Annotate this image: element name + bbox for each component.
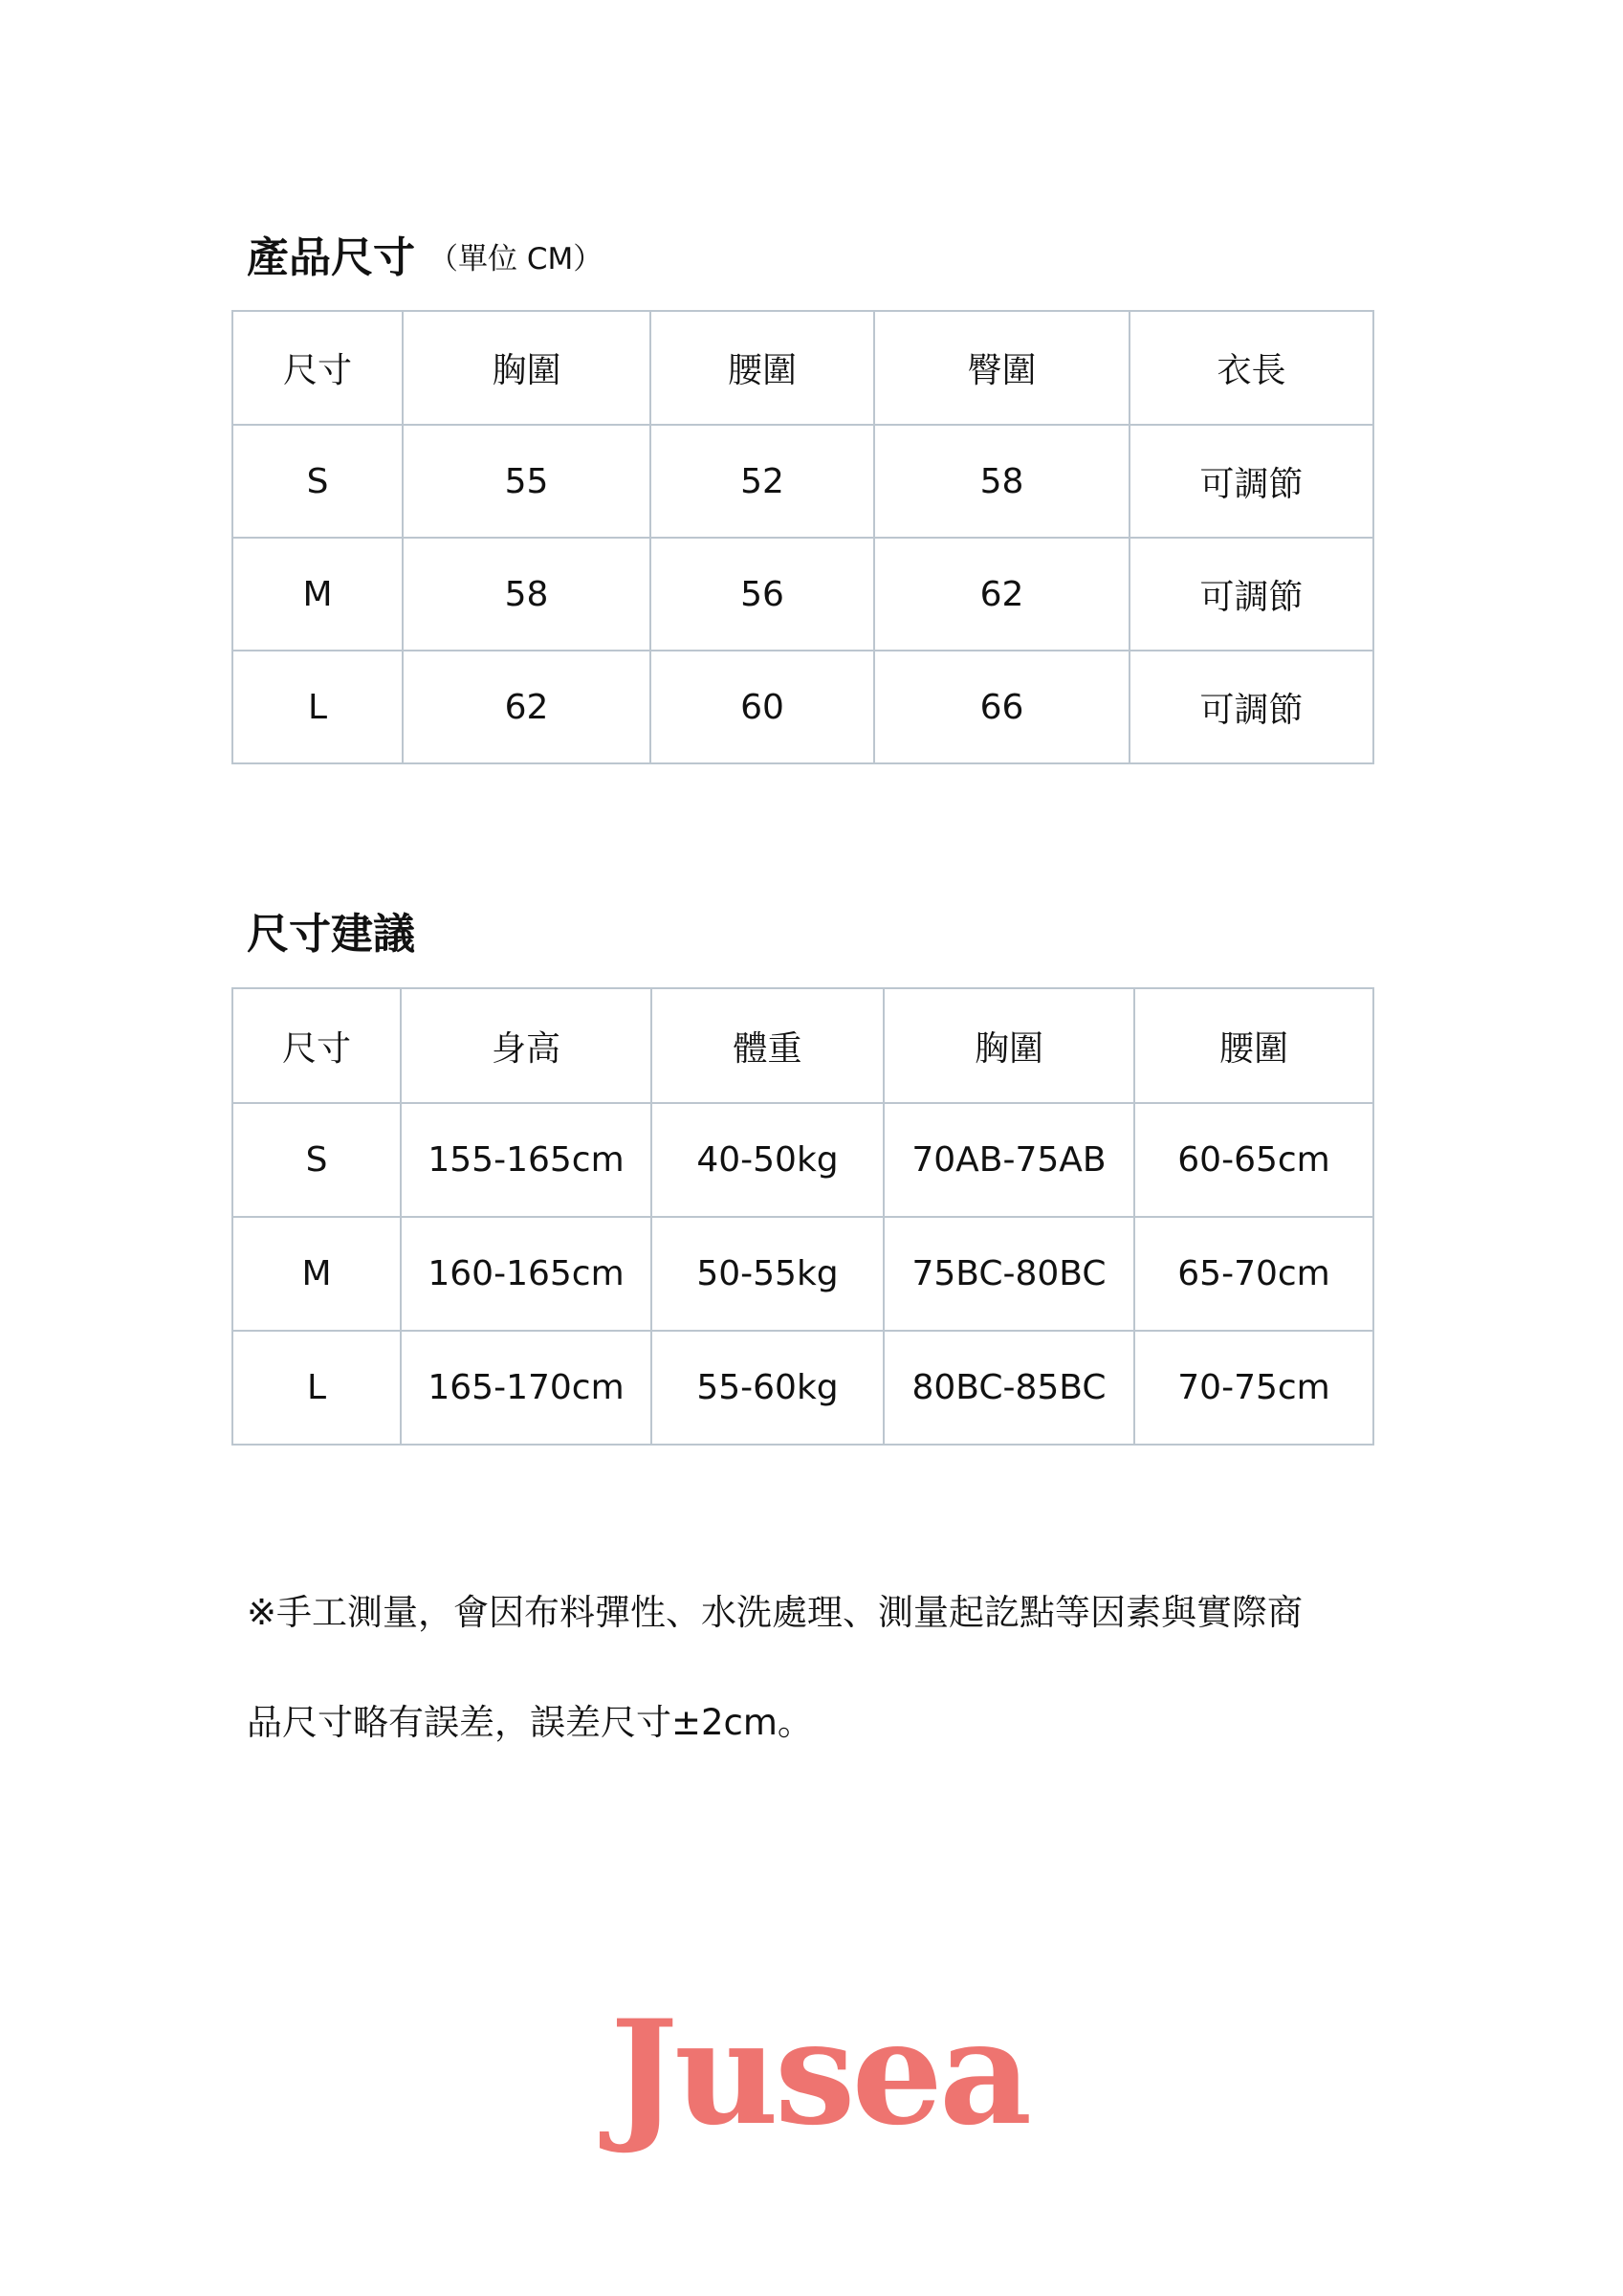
product-size-table (231, 310, 1374, 764)
table-cell: M (232, 538, 403, 651)
table-cell: 165-170cm (401, 1331, 651, 1445)
table-cell: 80BC-85BC (884, 1331, 1134, 1445)
size-advice-table (231, 987, 1374, 1446)
header-cell: 尺寸 (232, 988, 401, 1103)
table-cell: 60 (650, 651, 874, 763)
product-size-title (247, 233, 603, 282)
table-cell: 55-60kg (651, 1331, 884, 1445)
table-cell: 75BC-80BC (884, 1217, 1134, 1331)
table-cell: 70AB-75AB (884, 1103, 1134, 1217)
table-row (232, 651, 1373, 763)
table-cell: 62 (874, 538, 1130, 651)
table-cell: L (232, 1331, 401, 1445)
table-cell: 70-75cm (1134, 1331, 1373, 1445)
table-cell: 55 (403, 425, 650, 538)
header-cell: 尺寸 (232, 311, 403, 425)
table-cell: 58 (874, 425, 1130, 538)
table-cell: 56 (650, 538, 874, 651)
table-cell: 52 (650, 425, 874, 538)
header-cell: 衣長 (1130, 311, 1373, 425)
table-cell: 40-50kg (651, 1103, 884, 1217)
size-advice-heading: 尺寸建議 (247, 910, 415, 959)
table-cell: S (232, 1103, 401, 1217)
header-cell: 臀圍 (874, 311, 1130, 425)
header-cell: 體重 (651, 988, 884, 1103)
table-cell: L (232, 651, 403, 763)
unit-label: （單位 CM） (428, 242, 603, 276)
table-cell: 60-65cm (1134, 1103, 1373, 1217)
table-cell: 可調節 (1130, 538, 1373, 651)
note-line-1: ※手工測量，會因布料彈性、水洗處理、測量起訖點等因素與實際商 (247, 1592, 1304, 1633)
table-cell: 66 (874, 651, 1130, 763)
table-cell: 65-70cm (1134, 1217, 1373, 1331)
table-header-row (232, 311, 1373, 425)
table-row (232, 425, 1373, 538)
table-cell: 58 (403, 538, 650, 651)
table-row (232, 538, 1373, 651)
header-cell: 胸圍 (403, 311, 650, 425)
table-cell: M (232, 1217, 401, 1331)
table-row (232, 1103, 1373, 1217)
table-header-row (232, 988, 1373, 1103)
product-size-heading: 產品尺寸 (247, 233, 415, 282)
table-cell: S (232, 425, 403, 538)
header-cell: 胸圍 (884, 988, 1134, 1103)
table-cell: 155-165cm (401, 1103, 651, 1217)
table-cell: 可調節 (1130, 651, 1373, 763)
table-cell: 50-55kg (651, 1217, 884, 1331)
header-cell: 身高 (401, 988, 651, 1103)
note-line-2: 品尺寸略有誤差，誤差尺寸±2cm。 (247, 1702, 813, 1743)
table-cell: 62 (403, 651, 650, 763)
table-row (232, 1217, 1373, 1331)
table-cell: 160-165cm (401, 1217, 651, 1331)
table-cell: 可調節 (1130, 425, 1373, 538)
size-advice-title (247, 910, 415, 959)
header-cell: 腰圍 (650, 311, 874, 425)
brand-logo: Jusea (610, 1989, 1029, 2157)
header-cell: 腰圍 (1134, 988, 1373, 1103)
table-row (232, 1331, 1373, 1445)
